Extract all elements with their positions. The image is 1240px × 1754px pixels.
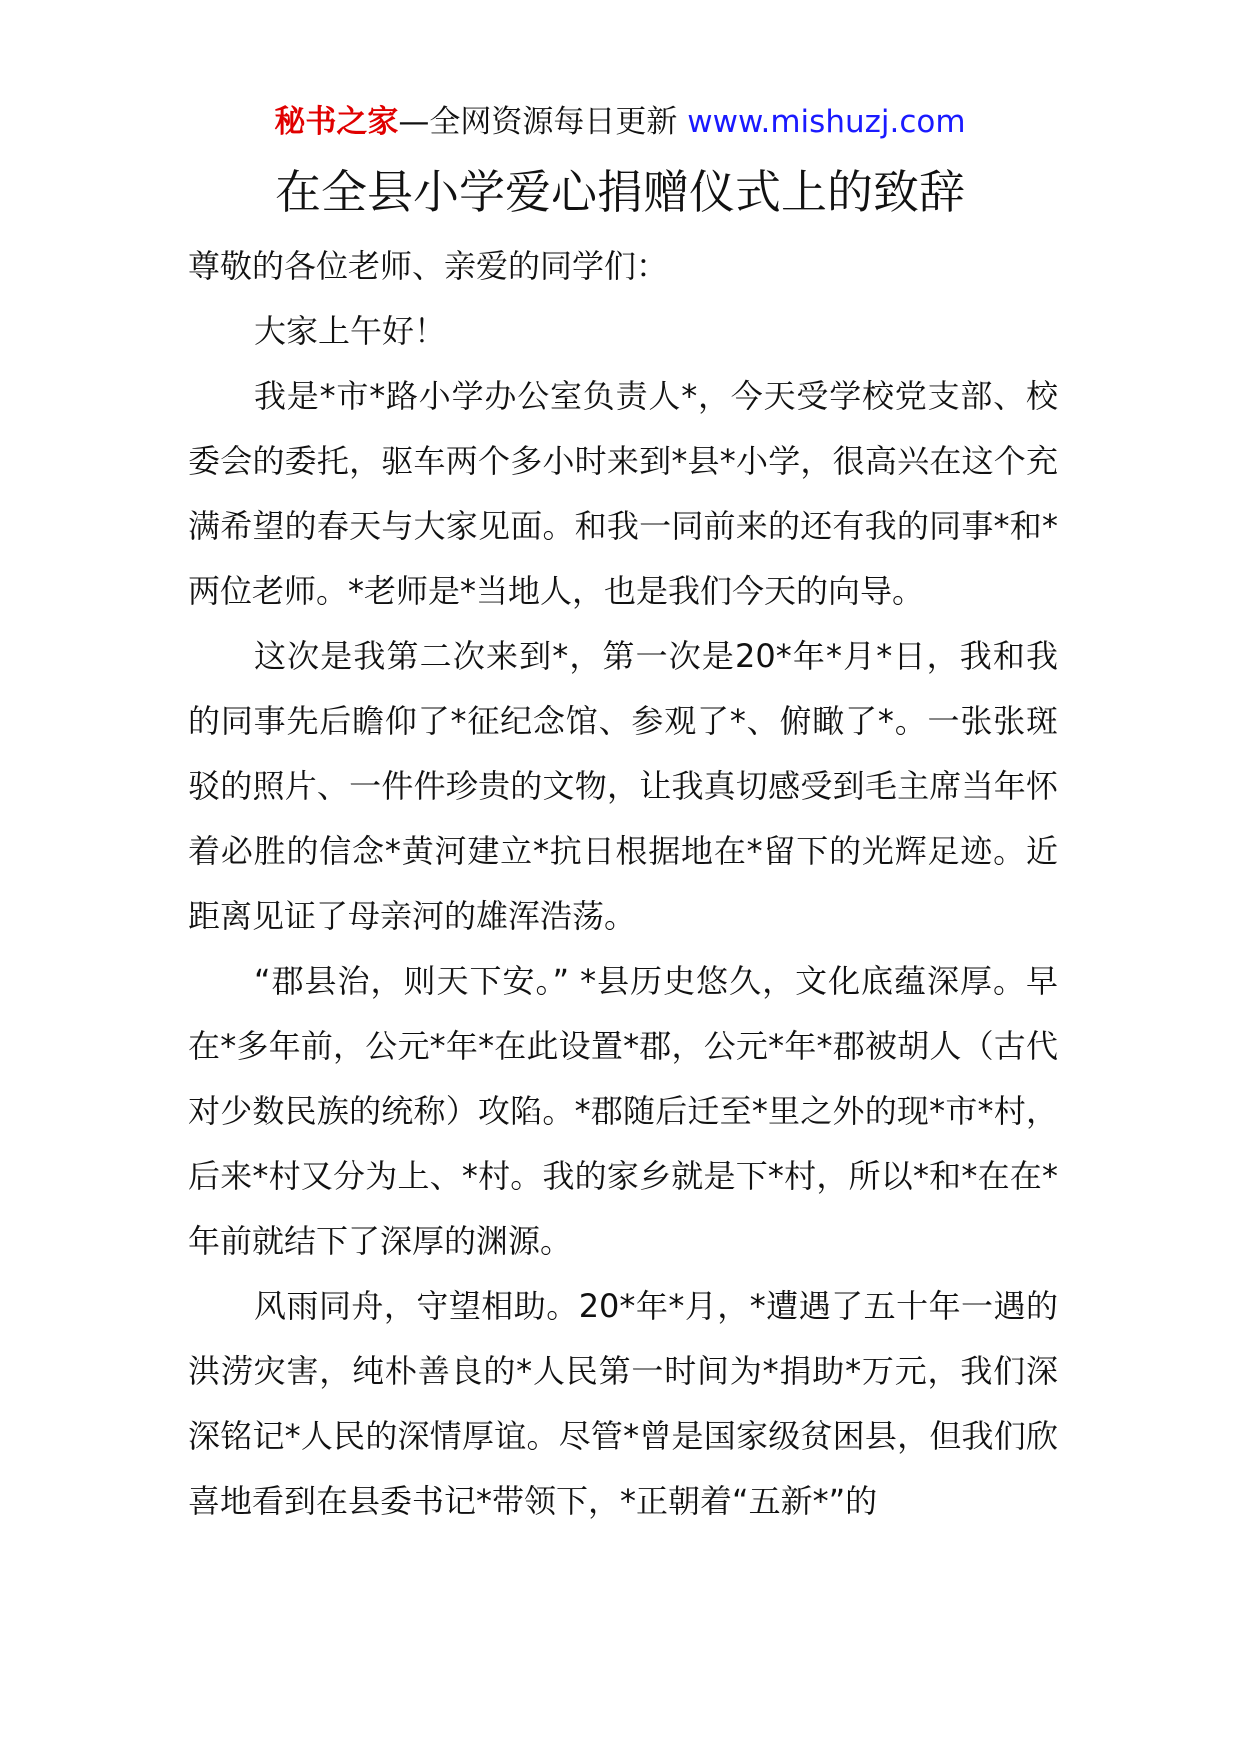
document-body xyxy=(188,234,1058,1534)
document-title: 在全县小学爱心捐赠仪式上的致辞 xyxy=(275,165,965,219)
paragraph-first-visit: 这次是我第二次来到*，第一次是20*年*月*日，我和我的同事先后瞻仰了*征纪念馆、参观了*、俯瞰了*。一张张斑驳的照片、一件件珍贵的文物，让我真切感受到毛主席当年怀着必胜的信念*黄河建立*抗日根据地在*留下的光辉足迹。近距离见证了母亲河的雄浑浩荡。 xyxy=(188,637,1058,935)
site-brand: 秘书之家 xyxy=(274,104,399,140)
paragraph-introduction: 我是*市*路小学办公室负责人*，今天受学校党支部、校委会的委托，驱车两个多小时来到*县*小学，很高兴在这个充满希望的春天与大家见面。和我一同前来的还有我的同事*和*两位老师。*老师是*当地人，也是我们今天的向导。 xyxy=(188,377,1058,610)
paragraph-mutual-help: 风雨同舟，守望相助。20*年*月，*遭遇了五十年一遇的洪涝灾害，纯朴善良的*人民第一时间为*捐助*万元，我们深深铭记*人民的深情厚谊。尽管*曾是国家级贫困县，但我们欣喜地看到在县委书记*带领下，*正朝着“五新*”的 xyxy=(188,1287,1058,1520)
site-header xyxy=(0,100,1240,144)
site-url-link[interactable]: www.mishuzj.com xyxy=(687,104,966,140)
salutation: 尊敬的各位老师、亲爱的同学们： xyxy=(188,247,669,285)
paragraph-history: “郡县治，则天下安。” *县历史悠久，文化底蕴深厚。早在*多年前，公元*年*在此设置*郡，公元*年*郡被胡人（古代对少数民族的统称）攻陷。*郡随后迁至*里之外的现*市*村，后来*村又分为上、*村。我的家乡就是下*村，所以*和*在在*年前就结下了深厚的渊源。 xyxy=(188,962,1058,1260)
paragraph-greeting: 大家上午好！ xyxy=(254,312,447,350)
site-tagline: —全网资源每日更新 xyxy=(398,104,688,140)
